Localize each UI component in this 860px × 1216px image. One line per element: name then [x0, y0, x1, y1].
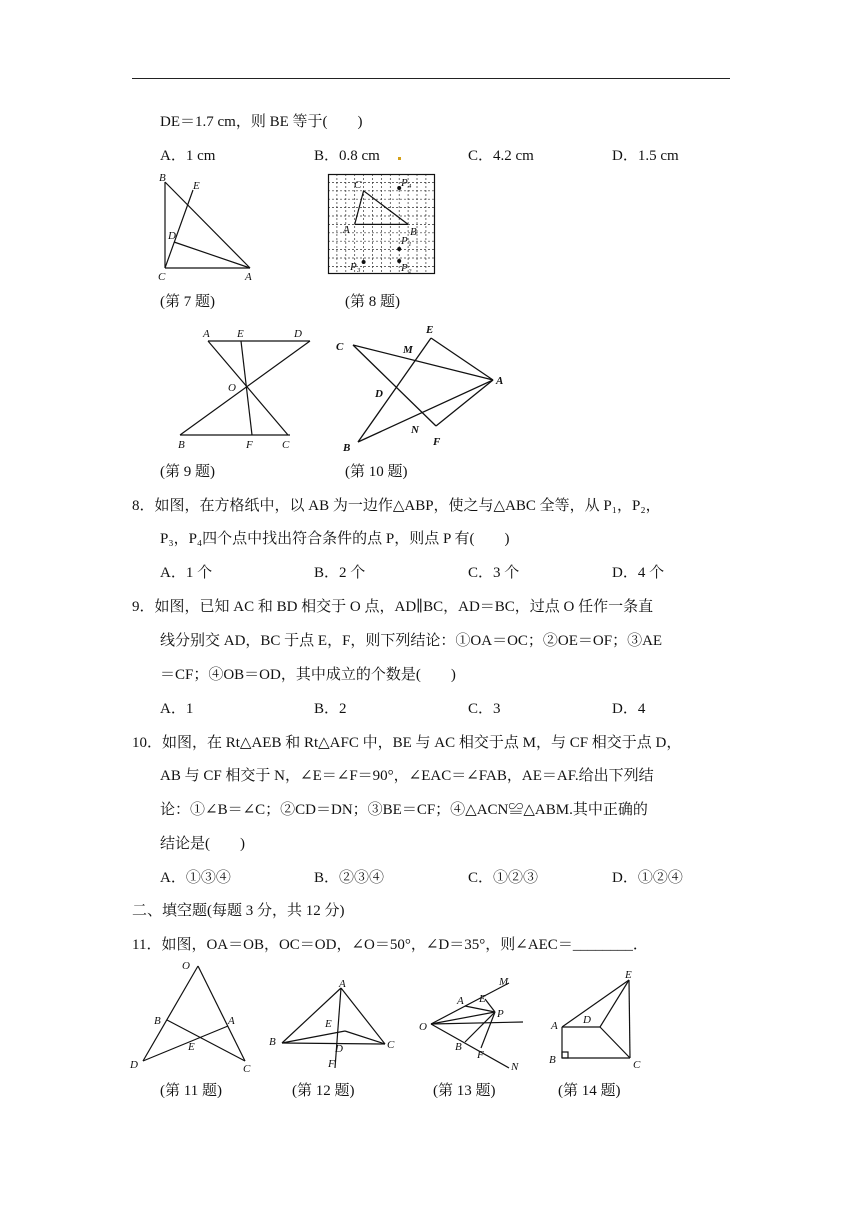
figure-12: [265, 978, 400, 1073]
fig14-label: A: [551, 1020, 558, 1032]
fig12-label: E: [325, 1018, 332, 1030]
caption-8: (第 8 题): [345, 294, 400, 310]
q8-option-c: C．3 个: [468, 565, 520, 581]
q7-option-c: C．4.2 cm: [468, 148, 534, 164]
fig9-label: E: [237, 328, 244, 340]
fig8-label: P₂: [401, 262, 412, 274]
fig9-label: F: [246, 439, 253, 451]
fig12-label: A: [339, 978, 346, 990]
marker-dot: [398, 157, 401, 160]
fig10-label: M: [403, 344, 413, 356]
fig10-label: D: [375, 388, 383, 400]
figure-11: [125, 958, 260, 1078]
fig11-label: E: [188, 1041, 195, 1053]
fig11-label: B: [154, 1015, 161, 1027]
q9-option-a: A．1: [160, 701, 194, 717]
fig13-label: F: [477, 1049, 484, 1061]
fig7-label: D: [168, 230, 176, 242]
q8-line: P₃，P₄四个点中找出符合条件的点 P，则点 P 有( ): [160, 531, 510, 547]
fig10-label: C: [336, 341, 344, 353]
q11-text: 11．如图，OA＝OB，OC＝OD，∠O＝50°，∠D＝35°，则∠AEC＝________．: [132, 937, 648, 953]
q10-option-b: B．②③④: [314, 870, 385, 886]
caption-11: (第 11 题): [160, 1083, 222, 1099]
q8-option-a: A．1 个: [160, 565, 213, 581]
fig10-label: N: [411, 424, 419, 436]
q7-tail-text: DE＝1.7 cm，则 BE 等于( ): [160, 114, 363, 130]
fig10-label: A: [496, 375, 504, 387]
q8-line: 8．如图，在方格纸中，以 AB 为一边作△ABP，使之与△ABC 全等，从 P₁，P₂，: [132, 498, 661, 514]
fig9-label: C: [282, 439, 290, 451]
fig14-label: D: [583, 1014, 591, 1026]
caption-14: (第 14 题): [558, 1083, 621, 1099]
caption-12: (第 12 题): [292, 1083, 355, 1099]
fig8-label: P₃: [350, 261, 361, 273]
figure-8: [328, 174, 436, 275]
q10-line: 10．如图，在 Rt△AEB 和 Rt△AFC 中，BE 与 AC 相交于点 M，与 CF 相交于点 D，: [132, 735, 682, 751]
fig11-label: D: [130, 1059, 138, 1071]
q10-option-a: A．①③④: [160, 870, 231, 886]
caption-7: (第 7 题): [160, 294, 215, 310]
fig8-label: P₁: [401, 235, 412, 247]
q9-option-b: B．2: [314, 701, 347, 717]
fig13-label: N: [511, 1061, 519, 1073]
fig9-label: D: [294, 328, 302, 340]
fig14-label: B: [549, 1054, 556, 1066]
fig11-label: A: [228, 1015, 235, 1027]
q10-line: 结论是( ): [160, 836, 245, 852]
header-rule: [132, 78, 730, 79]
fig12-label: F: [328, 1058, 335, 1070]
q9-option-d: D．4: [612, 701, 646, 717]
fig8-label: P₄: [401, 177, 412, 189]
fig13-label: O: [419, 1021, 427, 1033]
fig10-label: E: [426, 324, 434, 336]
caption-13: (第 13 题): [433, 1083, 496, 1099]
q7-option-a: A．1 cm: [160, 148, 216, 164]
figure-10: [333, 318, 513, 458]
fig7-label: A: [245, 271, 252, 283]
q8-option-b: B．2 个: [314, 565, 366, 581]
fig9-label: O: [228, 382, 236, 394]
fig14-label: E: [625, 969, 632, 981]
caption-9: (第 9 题): [160, 464, 215, 480]
fig14-label: C: [633, 1059, 641, 1071]
q10-option-d: D．①②④: [612, 870, 683, 886]
figure-14: [545, 968, 650, 1078]
fig11-label: C: [243, 1063, 251, 1075]
fig13-label: P: [497, 1008, 504, 1020]
q9-line: 线分别交 AD，BC 于点 E，F，则下列结论：①OA＝OC；②OE＝OF；③AE: [160, 633, 663, 649]
q10-option-c: C．①②③: [468, 870, 539, 886]
fig13-label: A: [457, 995, 464, 1007]
fig11-label: O: [182, 960, 190, 972]
figure-9: [170, 322, 300, 452]
section-heading: 二、填空题(每题 3 分，共 12 分): [132, 903, 345, 919]
fig12-label: D: [335, 1043, 343, 1055]
fig10-label: B: [343, 442, 351, 454]
fig13-label: B: [455, 1041, 462, 1053]
fig7-label: B: [159, 172, 166, 184]
figure-13: [415, 968, 530, 1078]
fig8-label: B: [410, 226, 417, 238]
fig13-label: E: [479, 993, 486, 1005]
q10-line: AB 与 CF 相交于 N，∠E＝∠F＝90°，∠EAC＝∠FAB，AE＝AF.给出下列结: [160, 768, 654, 784]
figure-7: [155, 172, 260, 284]
fig8-label: A: [343, 224, 350, 236]
fig13-label: M: [499, 976, 509, 988]
fig10-label: F: [433, 436, 441, 448]
q8-option-d: D．4 个: [612, 565, 665, 581]
q7-option-b: B．0.8 cm: [314, 148, 380, 164]
caption-10: (第 10 题): [345, 464, 408, 480]
fig7-label: E: [193, 180, 200, 192]
fig12-label: C: [387, 1039, 395, 1051]
fig12-label: B: [269, 1036, 276, 1048]
q7-option-d: D．1.5 cm: [612, 148, 679, 164]
fig9-label: A: [203, 328, 210, 340]
q10-line: 论：①∠B＝∠C；②CD＝DN；③BE＝CF；④△ACN≌△ABM.其中正确的: [160, 802, 648, 818]
fig8-label: C: [354, 179, 362, 191]
q9-line: ＝CF；④OB＝OD，其中成立的个数是( ): [160, 667, 456, 683]
q9-option-c: C．3: [468, 701, 501, 717]
q9-line: 9．如图，已知 AC 和 BD 相交于 O 点，AD∥BC，AD＝BC，过点 O 任作一条直: [132, 599, 654, 615]
fig7-label: C: [158, 271, 166, 283]
fig9-label: B: [178, 439, 185, 451]
